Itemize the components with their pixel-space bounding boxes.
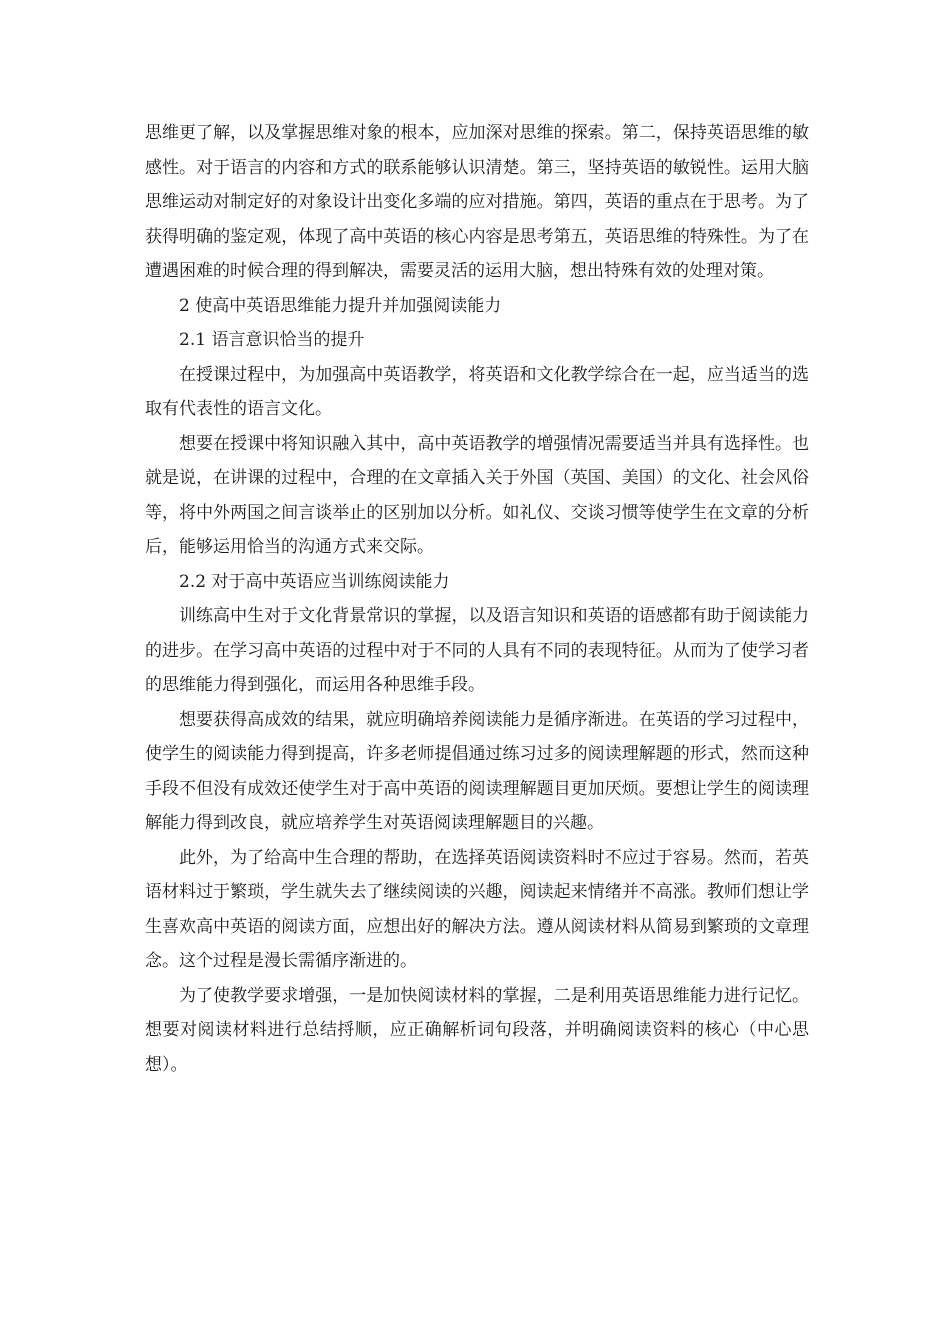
- paragraph-2: 在授课过程中，为加强高中英语教学，将英语和文化教学综合在一起，应当适当的选取有代表性的语言文化。: [145, 364, 809, 419]
- paragraph-7: 为了使教学要求增强，一是加快阅读材料的掌握，二是利用英语思维能力进行记忆。想要对阅读材料进行总结捋顺，应正确解析词句段落，并明确阅读资料的核心（中心思想）。: [145, 985, 809, 1075]
- paragraph-6: 此外，为了给高中生合理的帮助，在选择英语阅读资料时不应过于容易。然而，若英语材料过于繁琐，学生就失去了继续阅读的兴趣，阅读起来情绪并不高涨。教师们想让学生喜欢高中英语的阅读方面，应想出好的解决方法。遵从阅读材料从简易到繁琐的文章理念。这个过程是漫长需循序渐进的。: [145, 847, 809, 971]
- subsection-heading-2-1: 2.1 语言意识恰当的提升: [179, 330, 365, 350]
- paragraph-4: 训练高中生对于文化背景常识的掌握，以及语言知识和英语的语感都有助于阅读能力的进步。在学习高中英语的过程中对于不同的人具有不同的表现特征。从而为了使学习者的思维能力得到强化，而运用各种思维手段。: [145, 606, 809, 695]
- paragraph-5: 想要获得高成效的结果，就应明确培养阅读能力是循序渐进。在英语的学习过程中，使学生的阅读能力得到提高，许多老师提倡通过练习过多的阅读理解题的形式，然而这种手段不但没有成效还使学生对于高中英语的阅读理解题目更加厌烦。要想让学生的阅读理解能力得到改良，就应培养学生对英语阅读理解题目的兴趣。: [145, 709, 809, 833]
- subsection-heading-2-2: 2.2 对于高中英语应当训练阅读能力: [179, 571, 450, 592]
- paragraph-3: 想要在授课中将知识融入其中，高中英语教学的增强情况需要适当并具有选择性。也就是说，在讲课的过程中，合理的在文章插入关于外国（英国、美国）的文化、社会风俗等，将中外两国之间言谈举止的区别加以分析。如礼仪、交谈习惯等使学生在文章的分析后，能够运用恰当的沟通方式来交际。: [145, 433, 809, 557]
- section-heading-2: 2 使高中英语思维能力提升并加强阅读能力: [179, 295, 502, 316]
- document-body: [145, 116, 809, 1082]
- paragraph-1: 思维更了解，以及掌握思维对象的根本，应加深对思维的探索。第二，保持英语思维的敏感性。对于语言的内容和方式的联系能够认识清楚。第三，坚持英语的敏锐性。运用大脑思维运动对制定好的对象设计出变化多端的应对措施。第四，英语的重点在于思考。为了获得明确的鉴定观，体现了高中英语的核心内容是思考第五，英语思维的特殊性。为了在遭遇困难的时候合理的得到解决，需要灵活的运用大脑，想出特殊有效的处理对策。: [145, 123, 809, 281]
